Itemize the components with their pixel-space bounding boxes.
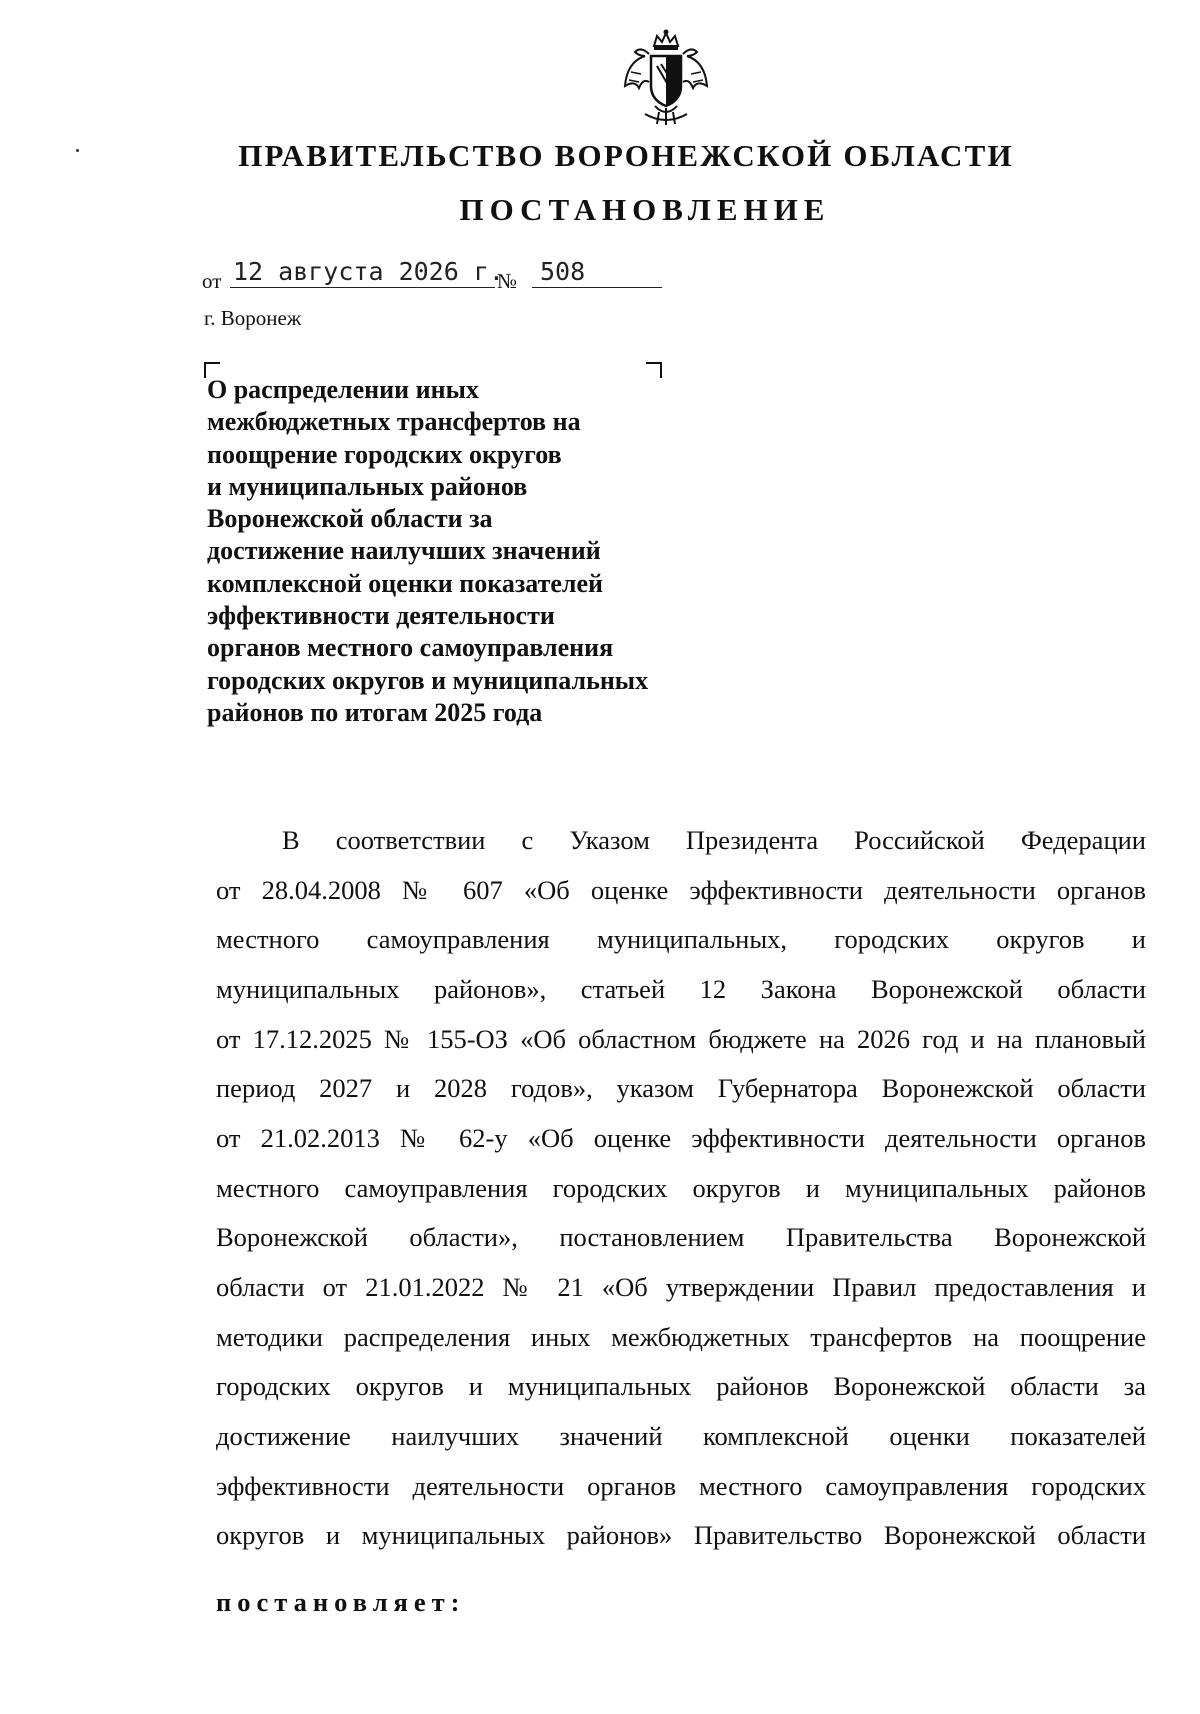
heading-line: поощрение городских округов bbox=[207, 439, 562, 469]
paragraph-line: от 17.12.2025 № 155-ОЗ «Об областном бюджете на 2026 год и на плановый bbox=[216, 1024, 1146, 1054]
government-title: ПРАВИТЕЛЬСТВО ВОРОНЕЖСКОЙ ОБЛАСТИ bbox=[238, 138, 1014, 173]
paragraph-line: муниципальных районов», статьей 12 Закона Воронежской области bbox=[216, 974, 1146, 1004]
document-type: ПОСТАНОВЛЕНИЕ bbox=[459, 192, 831, 227]
paragraph-line: В соответствии с Указом Президента Российской Федерации bbox=[282, 825, 1146, 855]
paragraph-line: методики распределения иных межбюджетных трансфертов на поощрение bbox=[216, 1322, 1146, 1352]
heading-line: и муниципальных районов bbox=[207, 471, 528, 501]
paragraph-line: городских округов и муниципальных районов Воронежской области за bbox=[216, 1371, 1146, 1401]
heading-line: Воронежской области за bbox=[207, 504, 493, 534]
city: г. Воронеж bbox=[204, 306, 302, 330]
heading-line: О распределении иных bbox=[207, 375, 479, 404]
heading-line: районов по итогам 2025 года bbox=[207, 697, 543, 727]
heading-line: достижение наилучших значений bbox=[207, 536, 601, 566]
date-prefix: от bbox=[202, 269, 222, 293]
paragraph-line: от 21.02.2013 № 62-у «Об оценке эффективности деятельности органов bbox=[216, 1123, 1146, 1153]
paragraph-line: достижение наилучших значений комплексной оценки показателей bbox=[216, 1421, 1146, 1451]
paragraph-line: эффективности деятельности органов местного самоуправления городских bbox=[216, 1471, 1146, 1501]
heading-line: межбюджетных трансфертов на bbox=[207, 407, 581, 437]
paragraph-line: области от 21.01.2022 № 21 «Об утверждении Правил предоставления и bbox=[216, 1272, 1146, 1302]
paragraph-line: период 2027 и 2028 годов», указом Губернатора Воронежской области bbox=[216, 1073, 1146, 1103]
heading-line: городских округов и муниципальных bbox=[207, 665, 649, 695]
document-number: 508 bbox=[540, 257, 586, 286]
paragraph-line: местного самоуправления городских округов и муниципальных районов bbox=[216, 1173, 1146, 1203]
paragraph-line: от 28.04.2008 № 607 «Об оценке эффективности деятельности органов bbox=[216, 875, 1146, 905]
number-sign: № bbox=[497, 269, 518, 293]
resolves-word: постановляет: bbox=[216, 1587, 466, 1617]
paragraph-line: местного самоуправления муниципальных, городских округов и bbox=[216, 924, 1146, 954]
heading-line: комплексной оценки показателей bbox=[207, 568, 604, 598]
heading-line: эффективности деятельности bbox=[207, 601, 555, 631]
document-date: 12 августа 2026 г. bbox=[233, 257, 504, 286]
paragraph-line: Воронежской области», постановлением Правительства Воронежской bbox=[216, 1222, 1146, 1252]
paragraph-line: округов и муниципальных районов» Правительство Воронежской области bbox=[216, 1520, 1146, 1550]
heading-line: органов местного самоуправления bbox=[207, 633, 614, 663]
